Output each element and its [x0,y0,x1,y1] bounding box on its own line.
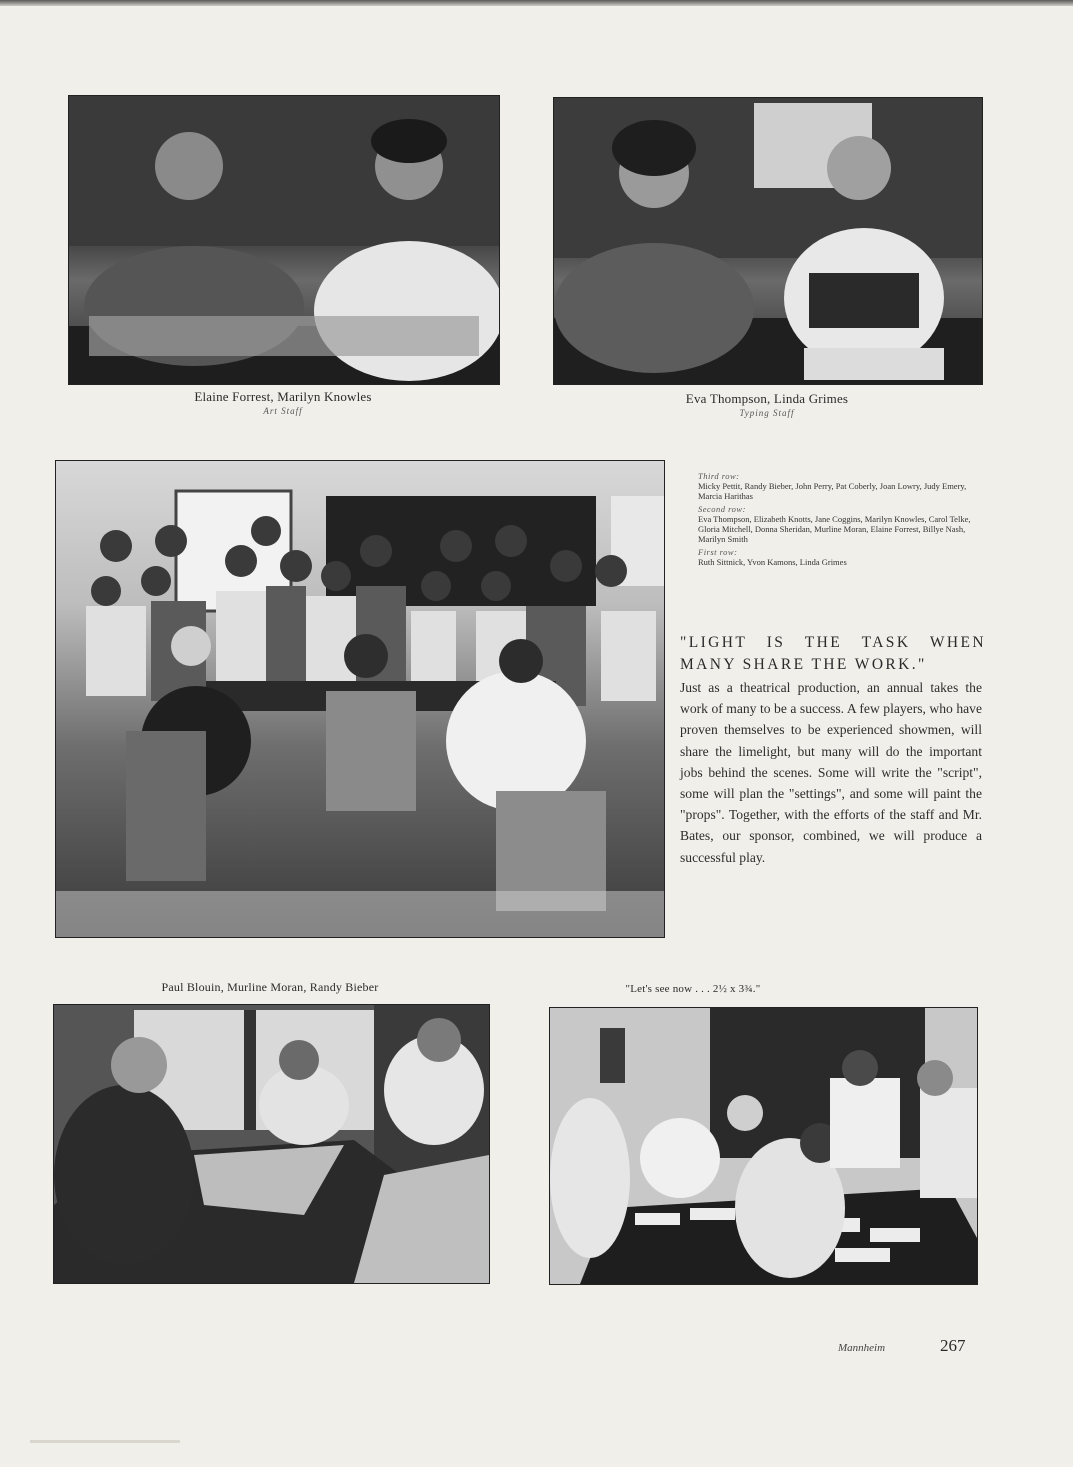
caption-typing-staff: Eva Thompson, Linda Grimes [685,391,849,406]
second-row-label: Second row: [698,504,746,514]
caption-bottom-right: "Let's see now . . . 2½ x 3¾." [625,983,761,995]
caption-art-staff: Elaine Forrest, Marilyn Knowles [194,389,372,404]
page-top-edge [0,0,1073,6]
first-row-names: Ruth Sittnick, Yvon Kamons, Linda Grimes [698,557,847,567]
photo-bottom-right [549,1007,978,1285]
third-row-names: Micky Pettit, Randy Bieber, John Perry, Pat Coberly, Joan Lowry, Judy Emery, Marcia Harithas [698,481,967,501]
subcaption-art-staff: Art Staff [263,406,303,416]
group-names-list [698,468,990,570]
caption-bottom-left: Paul Blouin, Murline Moran, Randy Bieber [161,980,379,994]
footer-title: Mannheim [838,1342,886,1354]
article-headline: "LIGHT IS THE TASK WHEN MANY SHARE THE WORK." [680,634,986,673]
third-row-label: Third row: [698,471,740,481]
photo-bottom-left [53,1004,490,1284]
article-body: Just as a theatrical production, an annual takes the work of many to be a success. A few players, who have proven themselves to be experienced showmen, will share the limelight, but many will do the important jobs behind the scenes. Some will write the "script", some will plan the "settings", and some will paint the "props". Together, with the efforts of the staff and Mr. Bates, our sponsor, combined, we will produce a successful play. [680,680,982,865]
second-row-names: Eva Thompson, Elizabeth Knotts, Jane Coggins, Marilyn Knowles, Carol Telke, Gloria Mitchell, Donna Sheridan, Murline Moran, Elaine Forrest, Billye Nash, Marilyn Smith [698,514,971,544]
photo-typing-staff [553,97,983,385]
photo-art-staff [68,95,500,385]
page-number: 267 [940,1336,966,1355]
page-scuff-mark [30,1440,180,1443]
subcaption-typing-staff: Typing Staff [739,408,795,418]
first-row-label: First row: [698,547,738,557]
photo-group-staff [55,460,665,938]
